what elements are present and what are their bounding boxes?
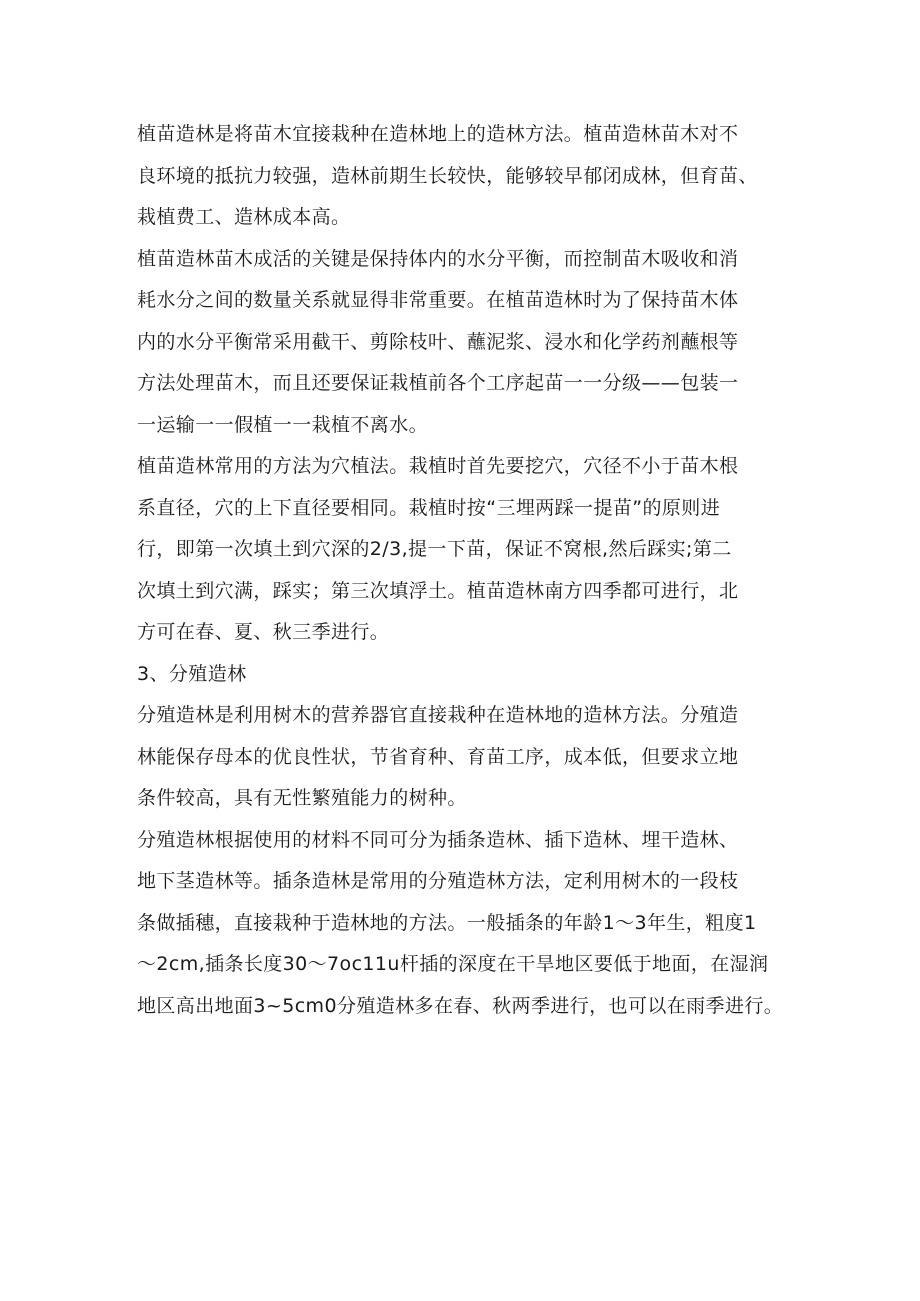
- text-line: 植苗造林是将苗木宜接栽种在造林地上的造林方法。植苗造林苗木对不: [137, 123, 739, 145]
- text-line: 分殖造林根据使用的材料不同可分为插条造林、插下造林、埋干造林、: [137, 828, 739, 851]
- text-line: 条做插穗，直接栽种于造林地的方法。一般插条的年龄1～3年生，粗度1: [137, 911, 757, 934]
- text-line: 植苗造林苗木成活的关键是保持体内的水分平衡，而控制苗木吸收和消: [137, 247, 739, 270]
- text-line: 地下茎造林等。插条造林是常用的分殖造林方法，定利用树木的一段枝: [137, 870, 739, 892]
- text-line: 行，即第一次填土到穴深的2/3,提一下苗，保证不窝根,然后踩实;第二: [137, 538, 732, 560]
- text-line: ～2cm,插条长度30～7oc11u杆插的深度在干旱地区要低于地面，在湿润: [137, 953, 769, 975]
- text-line: 耗水分之间的数量关系就显得非常重要。在植苗造林时为了保持苗木体: [137, 289, 739, 311]
- section-heading: 3、分殖造林: [137, 662, 247, 685]
- text-line: 内的水分平衡常采用截干、剪除枝叶、蘸泥浆、浸水和化学药剂蘸根等: [137, 330, 739, 353]
- text-line: 栽植费工、造林成本高。: [137, 206, 351, 228]
- text-line: 一运输一一假植一一栽植不离水。: [137, 413, 429, 436]
- text-line: 分殖造林是利用树木的营养器官直接栽种在造林地的造林方法。分殖造: [137, 704, 739, 726]
- text-line: 条件较高，具有无性繁殖能力的树种。: [137, 787, 467, 809]
- text-line: 方法处理苗木，而且还要保证栽植前各个工序起苗一一分级——包装一: [137, 372, 739, 394]
- text-line: 系直径，穴的上下直径要相同。栽植时按“三埋两踩一提苗”的原则进: [137, 496, 721, 519]
- text-line: 林能保存母本的优良性状，节省育种、育苗工序，成本低，但要求立地: [137, 745, 739, 768]
- text-line: 地区高出地面3~5cm0分殖造林多在春、秋两季进行，也可以在雨季进行。: [137, 994, 784, 1017]
- text-line: 次填土到穴满，踩实；第三次填浮土。植苗造林南方四季都可进行，北: [137, 579, 739, 602]
- text-line: 良环境的抵抗力较强，造林前期生长较快，能够较早郁闭成林，但育苗、: [137, 164, 758, 187]
- body-text: [137, 114, 797, 1027]
- text-line: 方可在春、夏、秋三季进行。: [137, 621, 390, 643]
- text-line: 植苗造林常用的方法为穴植法。栽植时首先要挖穴，穴径不小于苗木根: [137, 455, 739, 477]
